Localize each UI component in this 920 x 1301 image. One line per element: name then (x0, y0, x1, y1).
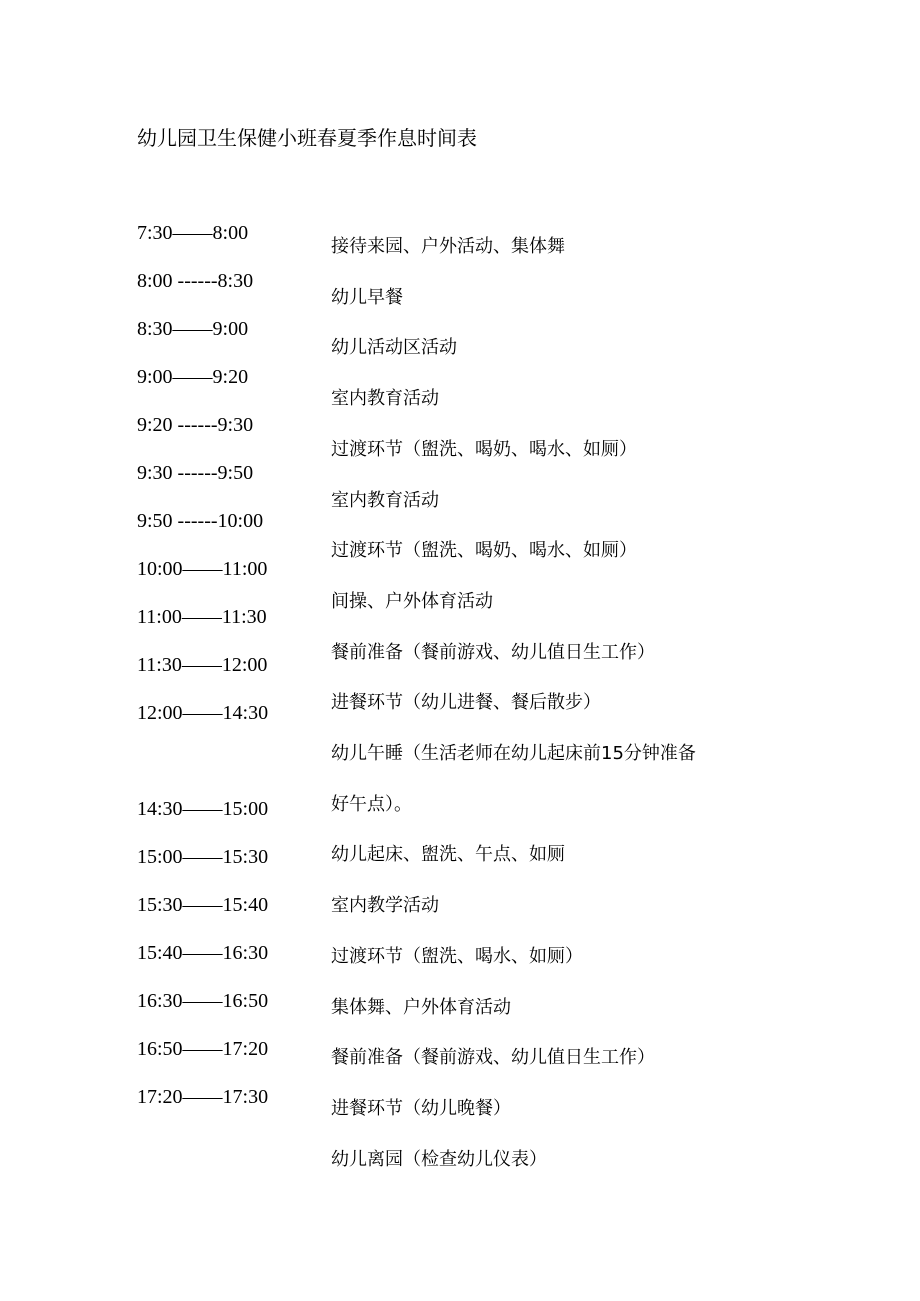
time-slot: 11:30——12:00 (137, 654, 268, 676)
time-slot: 11:00——11:30 (137, 606, 267, 628)
activity-item: 室内教学活动 (331, 895, 439, 917)
time-slot: 10:00——11:00 (137, 558, 268, 580)
activity-item: 过渡环节（盥洗、喝奶、喝水、如厕） (331, 438, 637, 460)
activity-item: 幼儿早餐 (331, 286, 403, 308)
time-slot: 15:30——15:40 (137, 894, 269, 916)
activity-item: 幼儿午睡（生活老师在幼儿起床前15分钟准备 (331, 743, 696, 765)
time-column (137, 220, 317, 1132)
time-slot: 9:20 ------9:30 (137, 414, 254, 436)
time-slot: 7:30——8:00 (137, 222, 249, 244)
time-slot: 16:50——17:20 (137, 1038, 269, 1060)
time-slot: 15:40——16:30 (137, 942, 269, 964)
activity-item: 间操、户外体育活动 (331, 590, 493, 612)
activity-item: 室内教育活动 (331, 388, 439, 410)
time-slot: 9:00——9:20 (137, 366, 249, 388)
activity-item: 餐前准备（餐前游戏、幼儿值日生工作） (331, 1047, 655, 1069)
activity-item: 幼儿离园（检查幼儿仪表） (331, 1148, 547, 1170)
time-slot: 12:00——14:30 (137, 702, 269, 724)
activity-item: 幼儿活动区活动 (331, 337, 457, 359)
time-slot: 14:30——15:00 (137, 798, 269, 820)
activity-item: 过渡环节（盥洗、喝水、如厕） (331, 945, 583, 967)
time-slot: 16:30——16:50 (137, 990, 269, 1012)
activity-item: 接待来园、户外活动、集体舞 (331, 236, 565, 257)
activity-item: 室内教育活动 (331, 489, 439, 511)
time-slot: 9:50 ------10:00 (137, 510, 264, 532)
activity-item: 幼儿起床、盥洗、午点、如厕 (331, 844, 565, 866)
time-slot: 17:20——17:30 (137, 1086, 269, 1108)
activity-item: 过渡环节（盥洗、喝奶、喝水、如厕） (331, 540, 637, 562)
time-slot: 8:30——9:00 (137, 318, 249, 340)
activity-item: 餐前准备（餐前游戏、幼儿值日生工作） (331, 641, 655, 663)
time-slot: 9:30 ------9:50 (137, 462, 254, 484)
time-slot: 8:00 ------8:30 (137, 270, 254, 292)
activity-item: 进餐环节（幼儿晚餐） (331, 1097, 511, 1119)
activity-item: 进餐环节（幼儿进餐、餐后散步） (331, 692, 601, 714)
activity-column (331, 222, 771, 1185)
activity-item: 集体舞、户外体育活动 (331, 996, 511, 1018)
time-slot: 15:00——15:30 (137, 846, 269, 868)
activity-item-continuation: 好午点）。 (331, 793, 412, 815)
page-title: 幼儿园卫生保健小班春夏季作息时间表 (137, 126, 477, 150)
